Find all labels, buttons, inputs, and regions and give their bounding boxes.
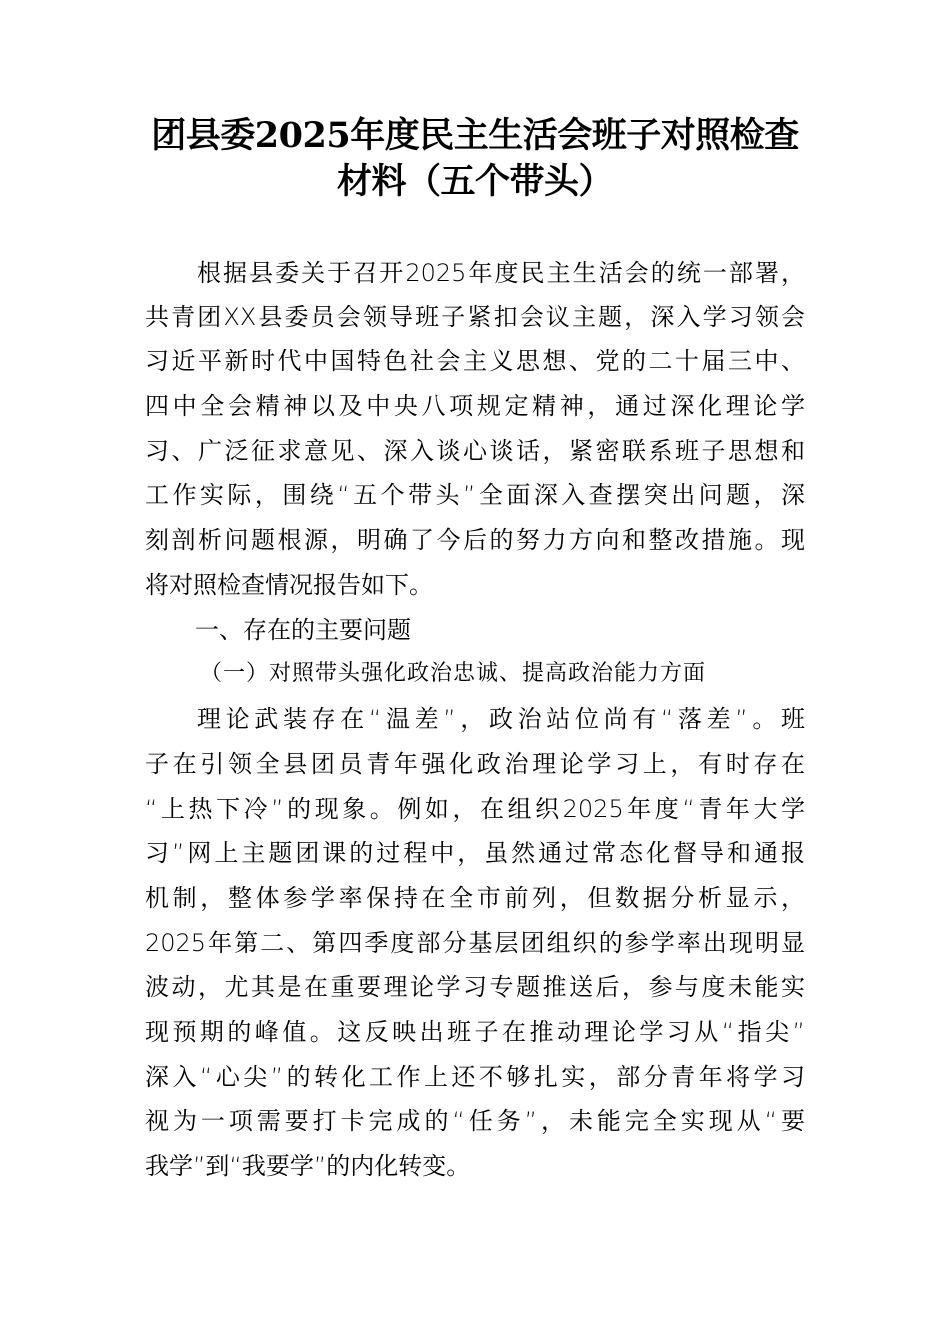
section-heading: 一、存在的主要问题 xyxy=(195,616,411,644)
document-title-line-1: 团县委2025年度民主生活会班子对照检查 xyxy=(151,115,799,156)
body-line-9: 深入“心尖”的转化工作上还不够扎实，部分青年将学习 xyxy=(145,1063,805,1091)
body-line-7: 波动，尤其是在重要理论学习专题推送后，参与度未能实 xyxy=(145,973,805,1001)
intro-line-8: 将对照检查情况报告如下。 xyxy=(145,571,433,599)
body-line-3: “上热下冷”的现象。例如，在组织2025年度“青年大学 xyxy=(145,795,805,823)
intro-line-5: 习、广泛征求意见、深入谈心谈话，紧密联系班子思想和 xyxy=(145,437,805,465)
intro-line-1: 根据县委关于召开2025年度民主生活会的统一部署， xyxy=(197,259,805,287)
body-line-4: 习”网上主题团课的过程中，虽然通过常态化督导和通报 xyxy=(145,839,805,867)
body-line-5: 机制，整体参学率保持在全市前列，但数据分析显示， xyxy=(145,884,805,912)
body-line-8: 现预期的峰值。这反映出班子在推动理论学习从“指尖” xyxy=(145,1018,805,1046)
body-line-2: 子在引领全县团员青年强化政治理论学习上，有时存在 xyxy=(145,750,805,778)
document-title-line-2: 材料（五个带头） xyxy=(336,161,613,202)
body-line-1: 理论武装存在“温差”，政治站位尚有“落差”。班 xyxy=(197,705,805,733)
body-line-6: 2025年第二、第四季度部分基层团组织的参学率出现明显 xyxy=(145,929,805,957)
intro-line-3: 习近平新时代中国特色社会主义思想、党的二十届三中、 xyxy=(145,347,805,375)
intro-line-7: 刻剖析问题根源，明确了今后的努力方向和整改措施。现 xyxy=(145,526,805,554)
subsection-heading: （一）对照带头强化政治忠诚、提高政治能力方面 xyxy=(200,661,707,686)
intro-line-4: 四中全会精神以及中央八项规定精神，通过深化理论学 xyxy=(145,392,805,420)
intro-line-2: 共青团XX县委员会领导班子紧扣会议主题，深入学习领会 xyxy=(145,303,805,331)
body-line-10: 视为一项需要打卡完成的“任务”，未能完全实现从“要 xyxy=(145,1107,805,1135)
intro-line-6: 工作实际，围绕“五个带头”全面深入查摆突出问题，深 xyxy=(145,481,805,509)
body-line-11: 我学”到“我要学”的内化转变。 xyxy=(145,1152,471,1180)
